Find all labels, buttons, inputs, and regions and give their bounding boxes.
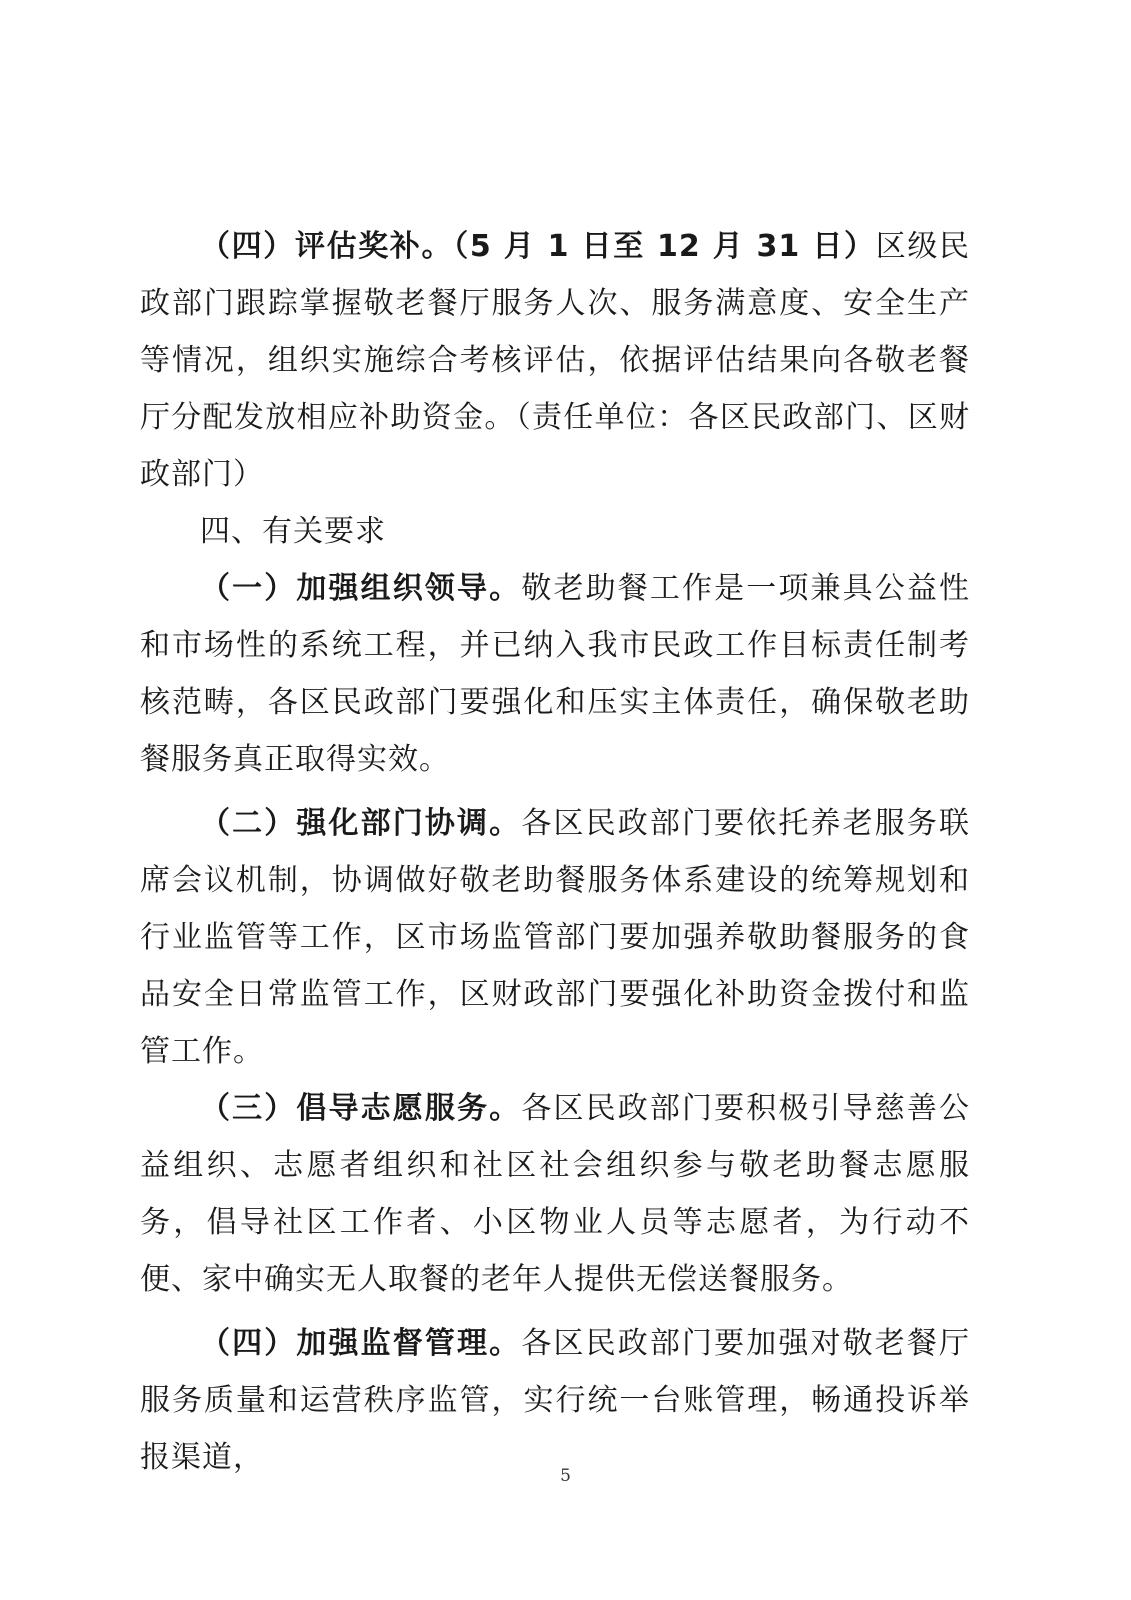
requirement-supervision bbox=[140, 1315, 970, 1486]
requirement-lead: （二）强化部门协调。 bbox=[200, 806, 522, 841]
requirement-lead: （四）加强监督管理。 bbox=[200, 1326, 522, 1361]
requirement-text: 各区民政部门要加强对敬老餐厅服务质量和运营秩序监管，实行统一台账管理，畅通投诉举报渠道， bbox=[140, 1326, 971, 1475]
requirement-text: 各区民政部门要积极引导慈善公益组织、志愿者组织和社区社会组织参与敬老助餐志愿服务，倡导社区工作者、小区物业人员等志愿者，为行动不便、家中确实无人取餐的老年人提供无偿送餐服务。 bbox=[140, 1091, 971, 1297]
page-number: 5 bbox=[560, 1466, 571, 1486]
requirement-volunteer-service bbox=[140, 1080, 970, 1308]
paragraph-lead: （四）评估奖补。（5 月 1 日至 12 月 31 日） bbox=[200, 229, 876, 264]
requirement-text: 敬老助餐工作是一项兼具公益性和市场性的系统工程，并已纳入我市民政工作目标责任制考核范畴，各区民政部门要强化和压实主体责任，确保敬老助餐服务真正取得实效。 bbox=[140, 571, 971, 777]
document-body bbox=[140, 218, 970, 1486]
paragraph-text: 区级民政部门跟踪掌握敬老餐厅服务人次、服务满意度、安全生产等情况，组织实施综合考核评估，依据评估结果向各敬老餐厅分配发放相应补助资金。（责任单位：各区民政部门、区财政部门） bbox=[140, 229, 971, 492]
section-heading: 四、有关要求 bbox=[200, 514, 386, 549]
requirement-text: 各区民政部门要依托养老服务联席会议机制，协调做好敬老助餐服务体系建设的统筹规划和行业监管等工作，区市场监管部门要加强养敬助餐服务的食品安全日常监管工作，区财政部门要强化补助资金拨付和监管工作。 bbox=[140, 806, 971, 1069]
requirement-lead: （三）倡导志愿服务。 bbox=[200, 1091, 522, 1126]
requirement-department-coordination bbox=[140, 795, 970, 1080]
requirement-organization-leadership bbox=[140, 560, 970, 788]
requirement-lead: （一）加强组织领导。 bbox=[200, 571, 522, 606]
paragraph-evaluation-subsidy bbox=[140, 218, 970, 503]
